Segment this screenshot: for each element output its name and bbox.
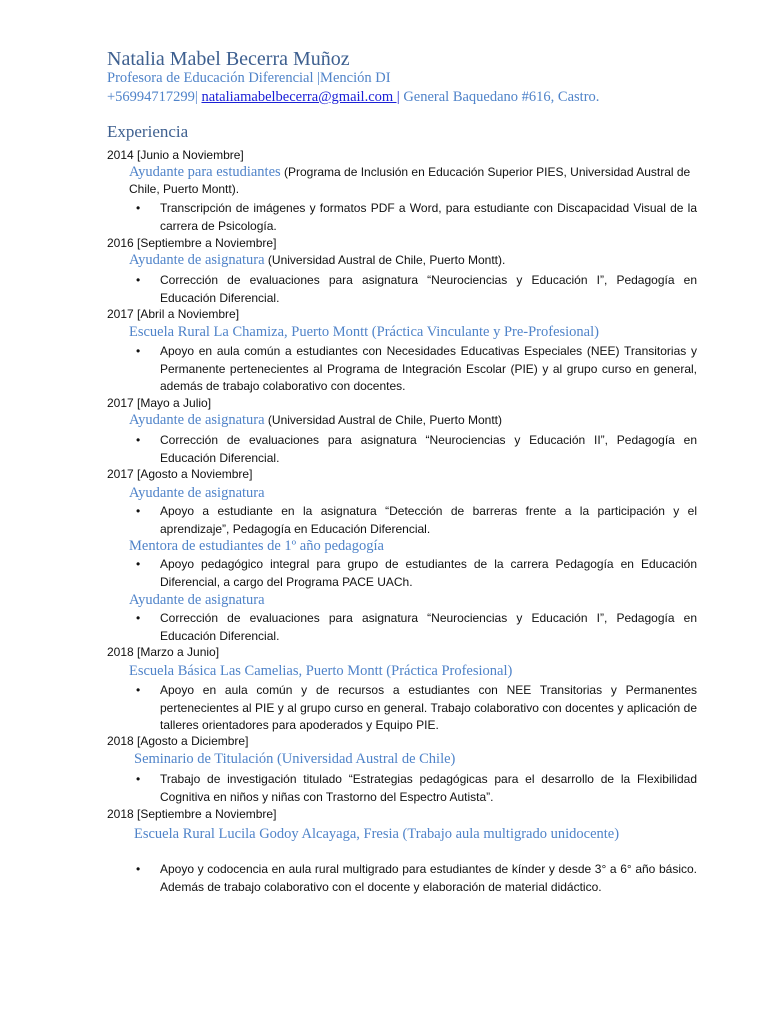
entry-role: [129, 164, 697, 198]
entry-bullet: [136, 503, 697, 538]
address: General Baquedano #616, Castro.: [403, 89, 600, 105]
entry-date: 2017 [Abril a Noviembre]: [107, 307, 240, 321]
role-detail: (Universidad Austral de Chile, Puerto Montt): [267, 413, 503, 427]
entry-date: 2018 [Septiembre a Noviembre]: [107, 807, 277, 821]
bullet-icon: •: [136, 772, 141, 786]
bullet-text: Corrección de evaluaciones para asignatura “Neurociencias y Educación II”, Pedagogía en Educación Diferencial.: [160, 433, 697, 465]
role-title: Escuela Básica Las Camelias, Puerto Montt (Práctica Profesional): [129, 663, 513, 679]
entry-bullet: [136, 556, 697, 591]
person-name: Natalia Mabel Becerra Muñoz: [107, 48, 350, 70]
bullet-text: Apoyo en aula común y de recursos a estudiantes con NEE Transitorias y Permanentes pertenecientes al PIE y al grupo curso en general. Trabajo colaborativo con docentes y aplicación de talleres orientadores para apoderados y Equipo PIE.: [160, 683, 697, 732]
entry-date: 2017 [Agosto a Noviembre]: [107, 467, 253, 481]
bullet-icon: •: [136, 344, 141, 358]
bullet-text: Corrección de evaluaciones para asignatura “Neurociencias y Educación I”, Pedagogía en Educación Diferencial.: [160, 611, 697, 643]
bullet-icon: •: [136, 557, 141, 571]
entry-bullet: [136, 432, 697, 467]
bullet-icon: •: [136, 273, 141, 287]
entry-bullet: [136, 861, 697, 896]
role-detail: (Universidad Austral de Chile, Puerto Montt).: [267, 253, 506, 267]
phone-number: +56994717299|: [107, 89, 198, 105]
entry-role: [134, 751, 702, 768]
entry-role: [129, 538, 697, 555]
entry-date: 2018 [Agosto a Diciembre]: [107, 734, 249, 748]
bullet-icon: •: [136, 433, 141, 447]
entry-role: [134, 825, 634, 843]
bullet-icon: •: [136, 504, 141, 518]
entry-bullet: [136, 682, 697, 735]
contact-line: [107, 89, 599, 106]
role-title: Escuela Rural Lucila Godoy Alcayaga, Fresia (Trabajo aula multigrado unidocente): [134, 826, 620, 842]
entry-date: 2018 [Marzo a Junio]: [107, 645, 220, 659]
role-title: Escuela Rural La Chamiza, Puerto Montt (Práctica Vinculante y Pre-Profesional): [129, 324, 599, 340]
role-title: Ayudante para estudiantes: [129, 164, 281, 180]
entry-role: [129, 592, 697, 609]
entry-date: 2017 [Mayo a Julio]: [107, 396, 212, 410]
role-title: Ayudante de asignatura: [129, 412, 265, 428]
entry-date: 2016 [Septiembre a Noviembre]: [107, 236, 277, 250]
profession-subtitle: Profesora de Educación Diferencial |Mención DI: [107, 70, 391, 86]
email-link[interactable]: nataliamabelbecerra@gmail.com |: [201, 89, 400, 105]
entry-date: 2014 [Junio a Noviembre]: [107, 148, 244, 162]
role-title: Mentora de estudiantes de 1º año pedagogía: [129, 538, 384, 554]
entry-role: [129, 324, 697, 341]
role-title: Ayudante de asignatura: [129, 485, 265, 501]
entry-bullet: [136, 771, 697, 806]
entry-bullet: [136, 610, 697, 645]
entry-bullet: [136, 343, 697, 396]
bullet-icon: •: [136, 611, 141, 625]
bullet-text: Apoyo a estudiante en la asignatura “Detección de barreras frente a la participación y el aprendizaje”, Pedagogía en Educación Diferencial.: [160, 504, 697, 536]
entry-bullet: [136, 200, 697, 235]
role-title: Ayudante de asignatura: [129, 252, 265, 268]
bullet-icon: •: [136, 201, 141, 215]
entry-role: [129, 412, 697, 429]
bullet-icon: •: [136, 683, 141, 697]
bullet-text: Apoyo en aula común a estudiantes con Necesidades Educativas Especiales (NEE) Transitorias y Permanente pertenecientes al Programa de Integración Escolar (PIE) y al grupo curso en general, además de trabajo colaborativo con docentes.: [160, 344, 697, 393]
role-title: Ayudante de asignatura: [129, 592, 265, 608]
section-title-experiencia: Experiencia: [107, 122, 189, 141]
role-title: Seminario de Titulación (Universidad Austral de Chile): [134, 751, 456, 767]
bullet-text: Corrección de evaluaciones para asignatura “Neurociencias y Educación I”, Pedagogía en Educación Diferencial.: [160, 273, 697, 305]
bullet-text: Transcripción de imágenes y formatos PDF a Word, para estudiante con Discapacidad Visual de la carrera de Psicología.: [160, 201, 697, 233]
entry-role: [129, 485, 697, 502]
bullet-text: Apoyo y codocencia en aula rural multigrado para estudiantes de kínder y desde 3° a 6° año básico. Además de trabajo colaborativo con el docente y elaboración de material didáctico.: [160, 862, 697, 894]
role-detail: (Programa de Inclusión en Educación Superior PIES, Universidad Austral de Chile, Puerto Montt).: [129, 165, 691, 196]
bullet-text: Trabajo de investigación titulado “Estrategias pedagógicas para el desarrollo de la Flexibilidad Cognitiva en niños y niñas con Trastorno del Espectro Autista”.: [160, 772, 697, 804]
bullet-icon: •: [136, 862, 141, 876]
bullet-text: Apoyo pedagógico integral para grupo de estudiantes de la carrera Pedagogía en Educación Diferencial, a cargo del Programa PACE UACh.: [160, 557, 697, 589]
entry-role: [129, 663, 697, 680]
entry-bullet: [136, 272, 697, 307]
entry-role: [129, 252, 697, 269]
